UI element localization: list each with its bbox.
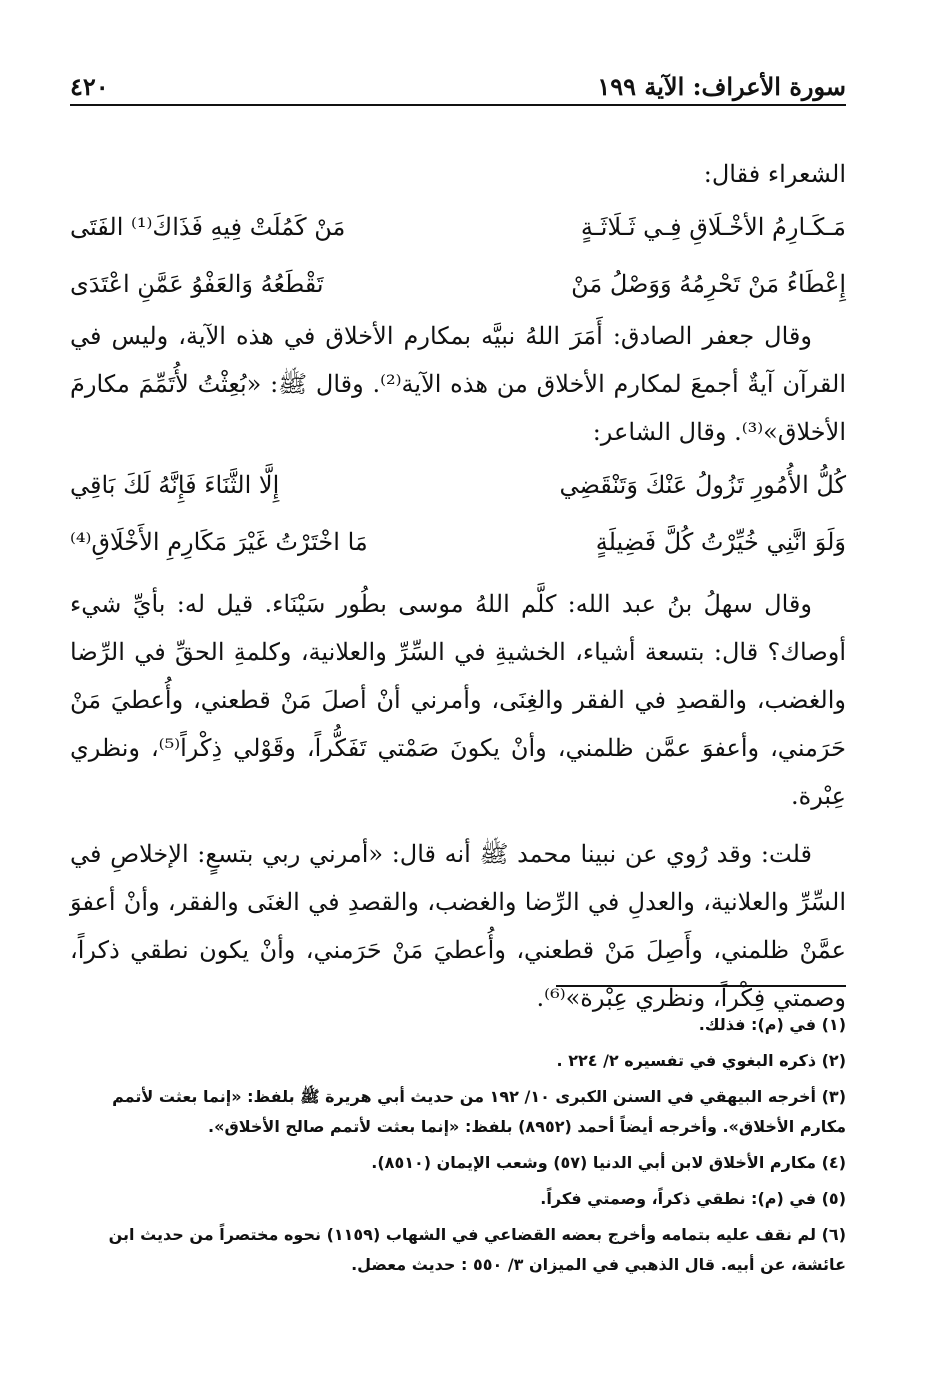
main-text xyxy=(70,150,846,1022)
paragraph-qultu: قلت: وقد رُوي عن نبينا محمد ﷺ أنه قال: «أمرني ربي بتسعٍ: الإخلاصِ في السِّرِّ والعلانية، والعدلِ في الرِّضا والغضب، والقصدِ في الغنَى والفقر، وأنْ أعفوَ عمَّنْ ظلمني، وأَصِلَ مَنْ قطعني، وأُعطيَ مَنْ حَرَمني، وأنْ يكون نطقي ذكراً، وصمتي فِكْراً، ونظري عِبْرة»⁽⁶⁾. xyxy=(70,840,846,1012)
verse-first-hemistich: مَـكَـارِمُ الأخْـلَاقِ فِـي ثَـلَاثَـةٍ xyxy=(580,212,846,241)
verse-second-hemistich: تَقْطَعُهُ وَالعَفْوُ عَمَّنِ اعْتَدَى xyxy=(70,269,324,298)
page-header xyxy=(70,68,846,102)
poem-verse-3 xyxy=(70,456,846,513)
verse-second-hemistich: مَا اخْتَرْتُ غَيْرَ مَكَارِمِ الأَخْلَاقِ⁽⁴⁾ xyxy=(70,527,368,556)
footnotes xyxy=(70,1010,846,1286)
footnote-2: (٢) ذكره البغوي في تفسيره ٢/ ٢٢٤ . xyxy=(556,1051,846,1070)
footnote-6: (٦) لم نقف عليه بتمامه وأخرج بعضه القضاعي في الشهاب (١١٥٩) نحوه مختصراً من حديث ابن عائشة، عن أبيه. قال الذهبي في الميزان ٣/ ٥٥٠ : حديث معضل. xyxy=(108,1225,846,1274)
paragraph-jafar: وقال جعفر الصادق: أَمَرَ اللهُ نبيَّه بمكارم الأخلاق في هذه الآية، وليس في القرآن آيةٌ أجمعَ لمكارم الأخلاق من هذه الآية⁽²⁾. وقال ﷺ: «بُعِثْتُ لأُتَمِّمَ مكارمَ الأخلاق»⁽³⁾. وقال الشاعر: xyxy=(70,322,846,446)
verse-first-hemistich: وَلَوَ انَّنِي خُيِّرْتُ كُلَّ فَضِيلَةٍ xyxy=(595,527,846,556)
verse-first-hemistich: إِعْطَاءُ مَنْ تَحْرِمُهُ وَوَصْلُ مَنْ xyxy=(571,269,846,298)
footnote-5: (٥) في (م): نطقي ذكراً، وصمتي فكراً. xyxy=(540,1189,846,1208)
poem-verse-2 xyxy=(70,255,846,312)
verse-second-hemistich: مَنْ كَمُلَتْ فِيهِ فَذَاكَ⁽¹⁾ الفَتَى xyxy=(70,212,346,241)
footnote-4: (٤) مكارم الأخلاق لابن أبي الدنيا (٥٧) وشعب الإيمان (٨٥١٠). xyxy=(371,1153,846,1172)
poem-verse-4 xyxy=(70,513,846,570)
header-divider xyxy=(70,104,846,106)
intro-line: الشعراء فقال: xyxy=(703,160,846,188)
verse-second-hemistich: إِلَّا الثَّنَاءَ فَإِنَّهُ لَكَ بَاقِي xyxy=(70,470,280,499)
verse-first-hemistich: كُلُّ الأُمُورِ تَزُولُ عَنْكَ وَتَنْقَضِي xyxy=(559,470,846,499)
page-number: ٤٢٠ xyxy=(70,72,109,101)
footnote-1: (١) في (م): فذلك. xyxy=(698,1015,846,1034)
paragraph-sahl: وقال سهلُ بنُ عبد الله: كلَّم اللهُ موسى بطُور سَيْنَاء. قيل له: بأيِّ شيء أوصاك؟ قال: بتسعة أشياء، الخشيةِ في السِّرِّ والعلانية، وكلمةِ الحقِّ في الرِّضا والغضب، والقصدِ في الفقر والغِنَى، وأمرني أنْ أصلَ مَنْ قطعني، وأُعطيَ مَنْ حَرَمني، وأعفوَ عمَّن ظلمني، وأنْ يكونَ صَمْتي تَفَكُّراً، وقَوْلي ذِكْراً⁽⁵⁾، ونظري عِبْرة. xyxy=(70,590,846,810)
footnote-3: (٣) أخرجه البيهقي في السنن الكبرى ١٠/ ١٩٢ من حديث أبي هريرة ﷺ بلفظ: «إنما بعثت لأتمم مكارم الأخلاق». وأخرجه أيضاً أحمد (٨٩٥٢) بلفظ: «إنما بعثت لأتمم صالح الأخلاق». xyxy=(112,1087,846,1136)
footnote-divider xyxy=(556,985,846,987)
running-title: سورة الأعراف: الآية ١٩٩ xyxy=(597,72,846,101)
poem-verse-1 xyxy=(70,198,846,255)
